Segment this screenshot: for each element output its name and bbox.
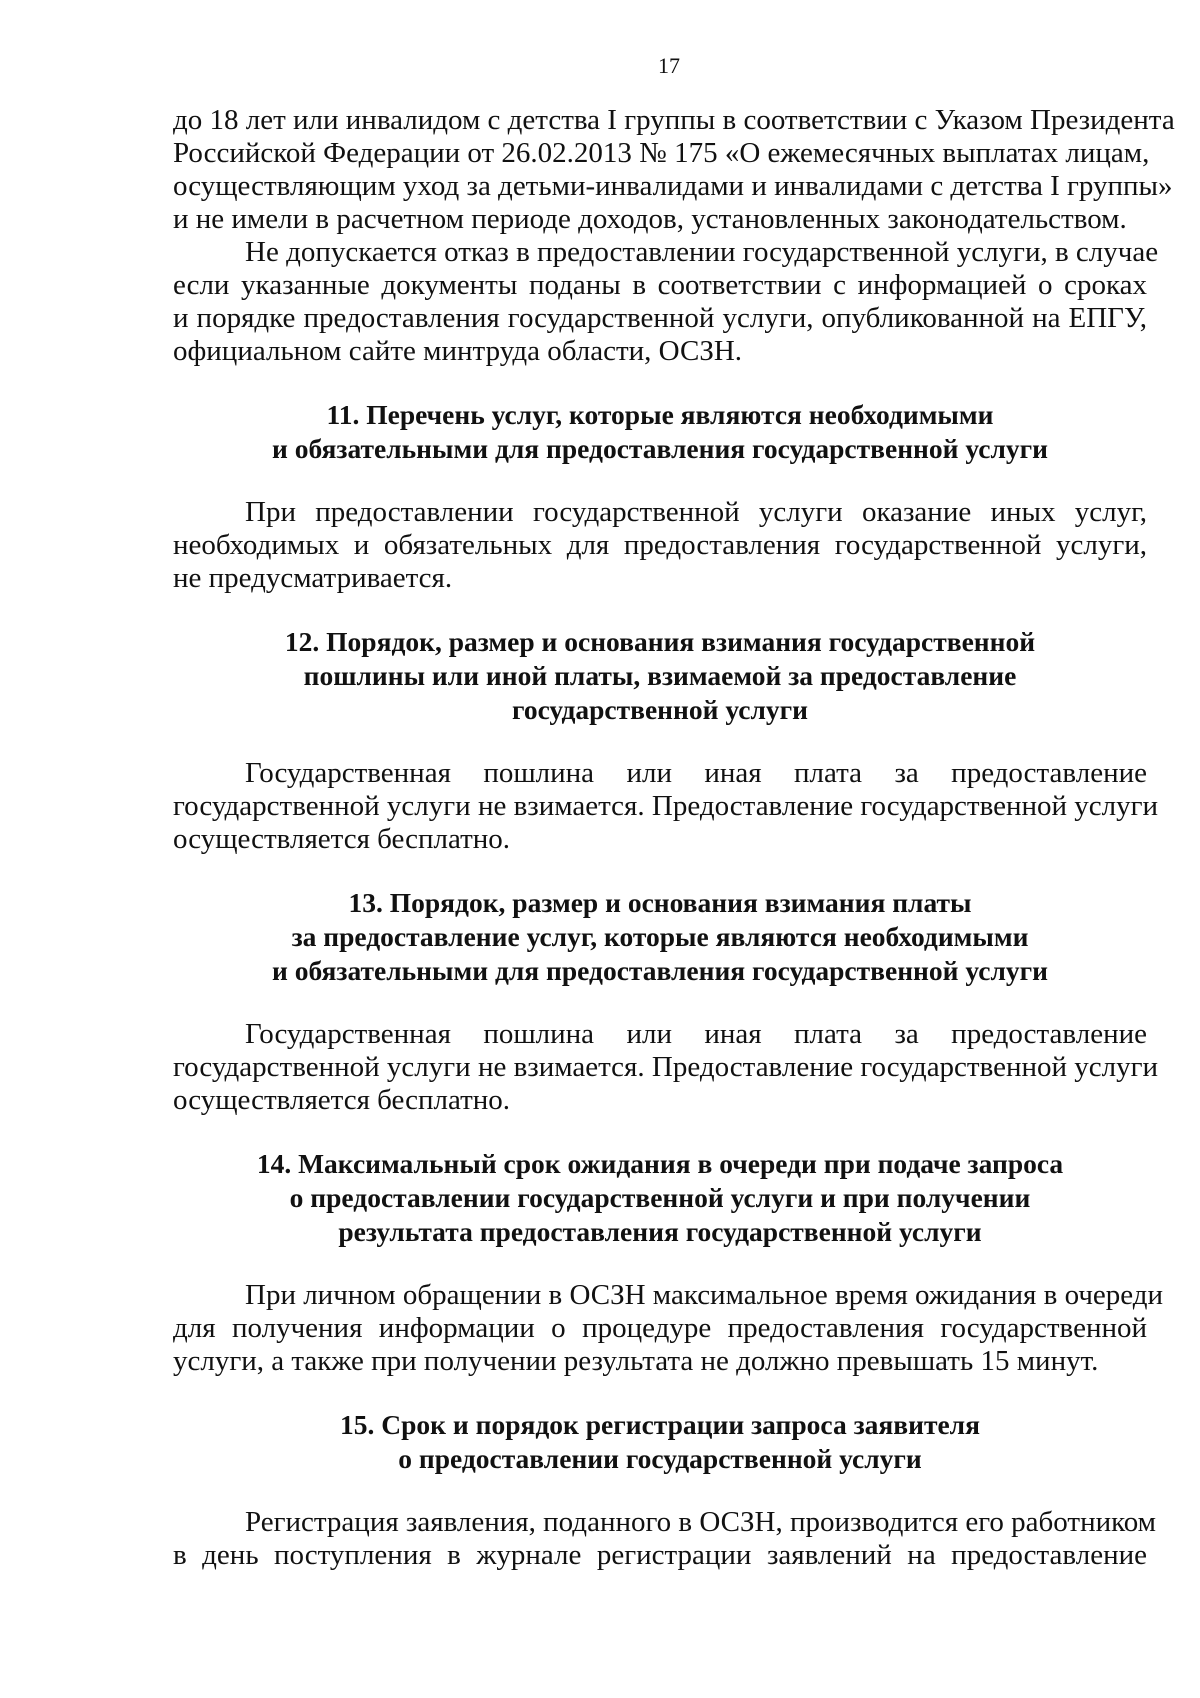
text-line: Государственная пошлина или иная плата за предоставление	[245, 757, 1147, 789]
heading-line: пошлины или иной платы, взимаемой за предоставление	[303, 660, 1017, 691]
text-line: осуществляющим уход за детьми-инвалидами и инвалидами с детства I группы»	[173, 170, 1173, 202]
text-line: и порядке предоставления государственной услуги, опубликованной на ЕПГУ,	[173, 302, 1147, 334]
text-line: не предусматривается.	[173, 562, 453, 594]
heading-line: 11. Перечень услуг, которые являются необходимыми	[326, 399, 994, 430]
heading-line: 14. Максимальный срок ожидания в очереди при подаче запроса	[256, 1148, 1064, 1179]
section-15-body	[173, 1506, 1157, 1572]
text-line: для получения информации о процедуре предоставления государственной	[173, 1312, 1147, 1344]
text-line: Не допускается отказ в предоставлении государственной услуги, в случае	[245, 236, 1159, 268]
text-line: Регистрация заявления, поданного в ОСЗН, производится его работником	[245, 1506, 1157, 1538]
text-line: Российской Федерации от 26.02.2013 № 175 «О ежемесячных выплатах лицам,	[173, 137, 1150, 169]
text-line: При личном обращении в ОСЗН максимальное время ожидания в очереди	[245, 1279, 1164, 1311]
heading-line: 12. Порядок, размер и основания взимания государственной	[284, 626, 1036, 657]
paragraph-continuation	[173, 104, 1175, 236]
section-13-body	[173, 1018, 1159, 1117]
text-line: в день поступления в журнале регистрации заявлений на предоставление	[173, 1539, 1147, 1571]
heading-line: 13. Порядок, размер и основания взимания платы	[348, 887, 972, 918]
text-line: Государственная пошлина или иная плата за предоставление	[245, 1018, 1147, 1050]
heading-line: о предоставлении государственной услуги и при получении	[289, 1182, 1031, 1213]
text-line: официальном сайте минтруда области, ОСЗН.	[173, 335, 743, 367]
heading-line: и обязательными для предоставления государственной услуги	[272, 433, 1048, 464]
paragraph-refusal	[173, 236, 1159, 368]
heading-line: о предоставлении государственной услуги	[398, 1443, 922, 1474]
heading-line: за предоставление услуг, которые являются необходимыми	[291, 921, 1029, 952]
text-line: и не имели в расчетном периоде доходов, установленных законодательством.	[173, 203, 1127, 235]
heading-line: государственной услуги	[512, 694, 808, 725]
section-12-heading	[173, 625, 1147, 727]
text-line: государственной услуги не взимается. Предоставление государственной услуги	[173, 790, 1159, 822]
heading-line: и обязательными для предоставления государственной услуги	[272, 955, 1048, 986]
section-14-heading	[173, 1147, 1147, 1249]
text-line: если указанные документы поданы в соответствии с информацией о сроках	[173, 269, 1147, 301]
section-11-body	[173, 496, 1147, 595]
section-11-heading	[173, 398, 1147, 466]
section-13-heading	[173, 886, 1147, 988]
page-number: 17	[658, 53, 680, 78]
text-line: При предоставлении государственной услуги оказание иных услуг,	[245, 496, 1147, 528]
section-14-body	[173, 1279, 1164, 1378]
section-15-heading	[173, 1408, 1147, 1476]
heading-line: результата предоставления государственной услуги	[338, 1216, 982, 1247]
heading-line: 15. Срок и порядок регистрации запроса заявителя	[340, 1409, 980, 1440]
text-line: государственной услуги не взимается. Предоставление государственной услуги	[173, 1051, 1159, 1083]
text-line: осуществляется бесплатно.	[173, 823, 511, 855]
text-line: до 18 лет или инвалидом с детства I группы в соответствии с Указом Президента	[173, 104, 1175, 136]
text-line: осуществляется бесплатно.	[173, 1084, 511, 1116]
text-line: необходимых и обязательных для предоставления государственной услуги,	[173, 529, 1147, 561]
section-12-body	[173, 757, 1159, 856]
text-line: услуги, а также при получении результата не должно превышать 15 минут.	[173, 1345, 1099, 1377]
document-page	[173, 52, 1175, 1572]
